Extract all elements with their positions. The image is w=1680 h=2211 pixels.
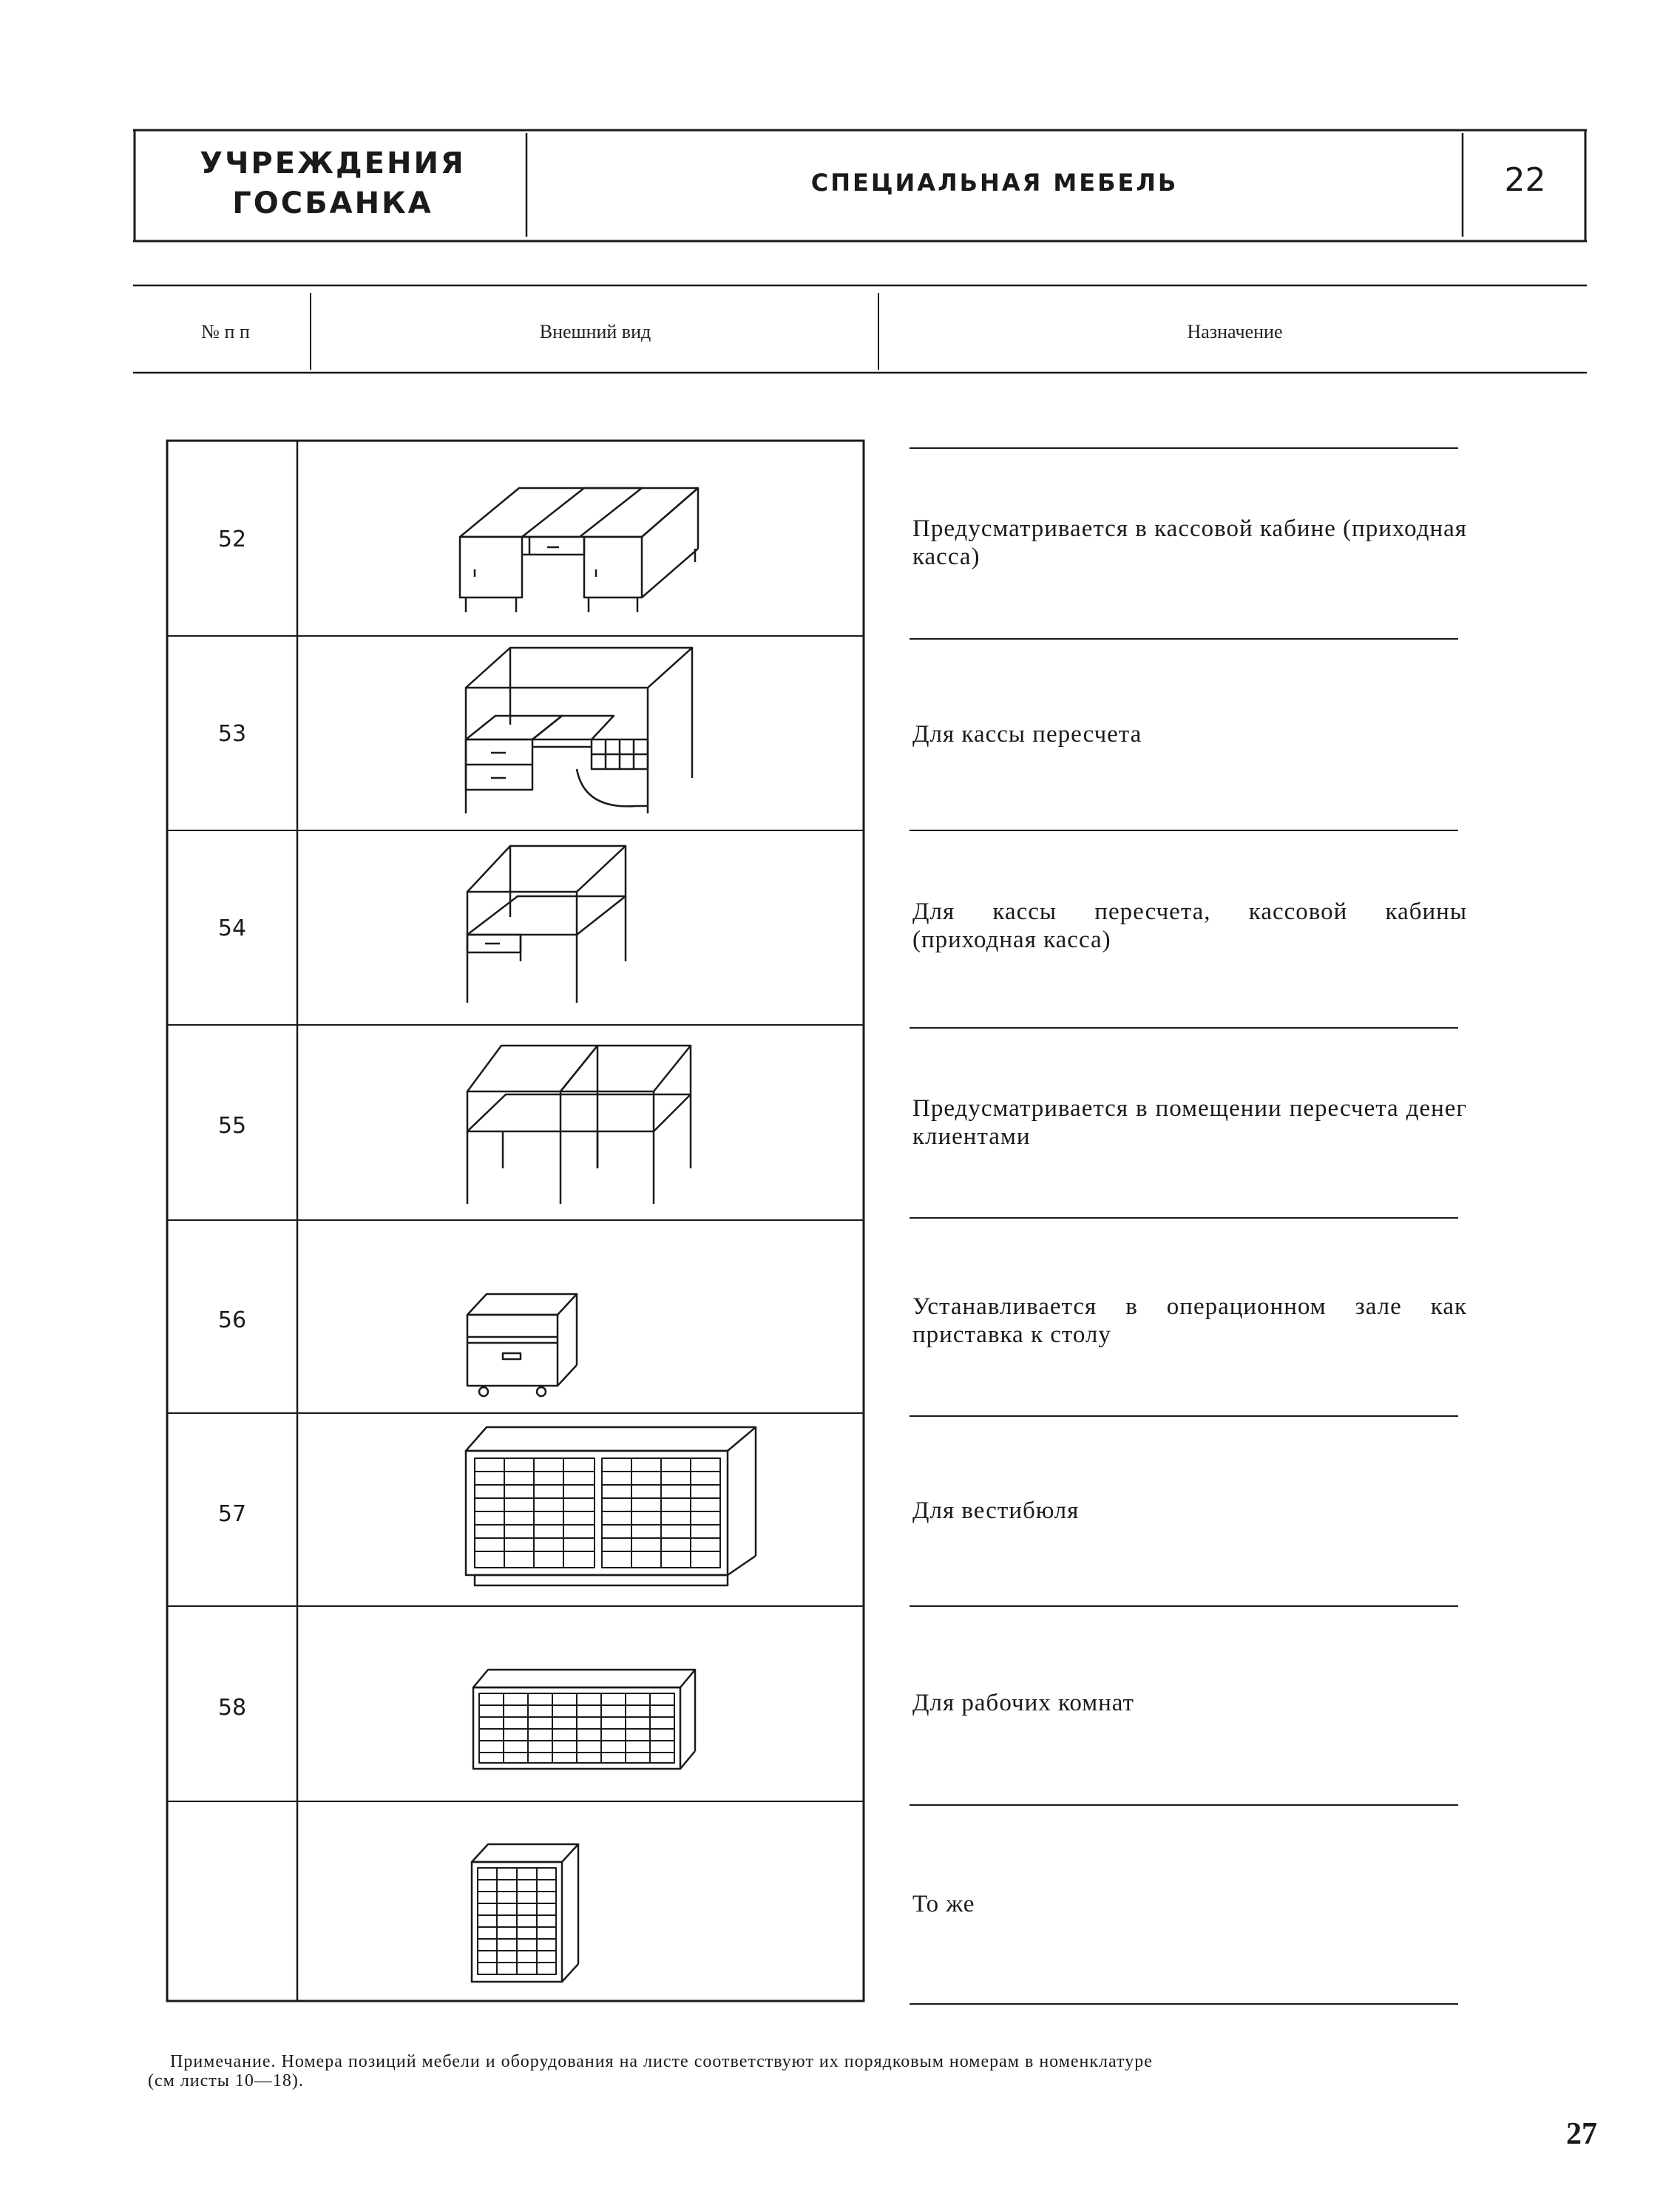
purpose-text: Предусматривается в помещении пересчета денег клиентами [912, 1095, 1467, 1150]
recount-cash-desk-with-partitions-icon [466, 648, 692, 813]
double-counting-booth-icon [467, 1046, 691, 1204]
column-header-purpose: Назначение [1187, 321, 1283, 342]
row-number: 55 [217, 1113, 247, 1139]
purpose-text: Для кассы пересчета, кассовой кабины (приходная касса) [912, 898, 1467, 953]
single-cashier-booth-desk-icon [467, 846, 626, 1003]
row-number: 54 [217, 915, 247, 941]
row-number: 56 [217, 1307, 247, 1333]
purpose-text: Для рабочих комнат [912, 1690, 1134, 1716]
org-title-line1: УЧРЕЖДЕНИЯ [200, 146, 466, 180]
file-drawer-cabinet-icon [473, 1670, 695, 1769]
column-header-number: № п п [201, 321, 250, 342]
footnote-line1: Примечание. Номера позиций мебели и оборудования на листе соответствуют их порядковым номерам в номенклатуре [170, 2052, 1153, 2071]
org-title-line2: ГОСБАНКА [232, 186, 433, 220]
double-pedestal-cashier-desk-icon [460, 488, 698, 612]
purpose-text: Устанавливается в операционном зале как приставка к столу [912, 1293, 1467, 1348]
purpose-text: Предусматривается в кассовой кабине (приходная касса) [912, 515, 1467, 570]
purpose-text: Для кассы пересчета [912, 721, 1142, 748]
column-header-appearance: Внешний вид [539, 321, 651, 342]
purpose-text: Для вестибюля [912, 1497, 1080, 1524]
purpose-text: То же [912, 1891, 975, 1917]
sheet-number: 22 [1504, 161, 1546, 199]
section-title: СПЕЦИАЛЬНАЯ МЕБЕЛЬ [810, 169, 1179, 197]
row-number: 58 [217, 1695, 247, 1721]
footnote-line2: (см листы 10—18). [148, 2071, 304, 2090]
row-number: 53 [217, 721, 247, 747]
row-number: 52 [217, 526, 247, 552]
page-number: 27 [1566, 2117, 1597, 2151]
large-locker-cabinet-icon [466, 1427, 756, 1585]
tall-file-cabinet-icon [472, 1844, 578, 1982]
mobile-pedestal-cabinet-icon [467, 1294, 577, 1396]
row-number: 57 [217, 1501, 247, 1527]
